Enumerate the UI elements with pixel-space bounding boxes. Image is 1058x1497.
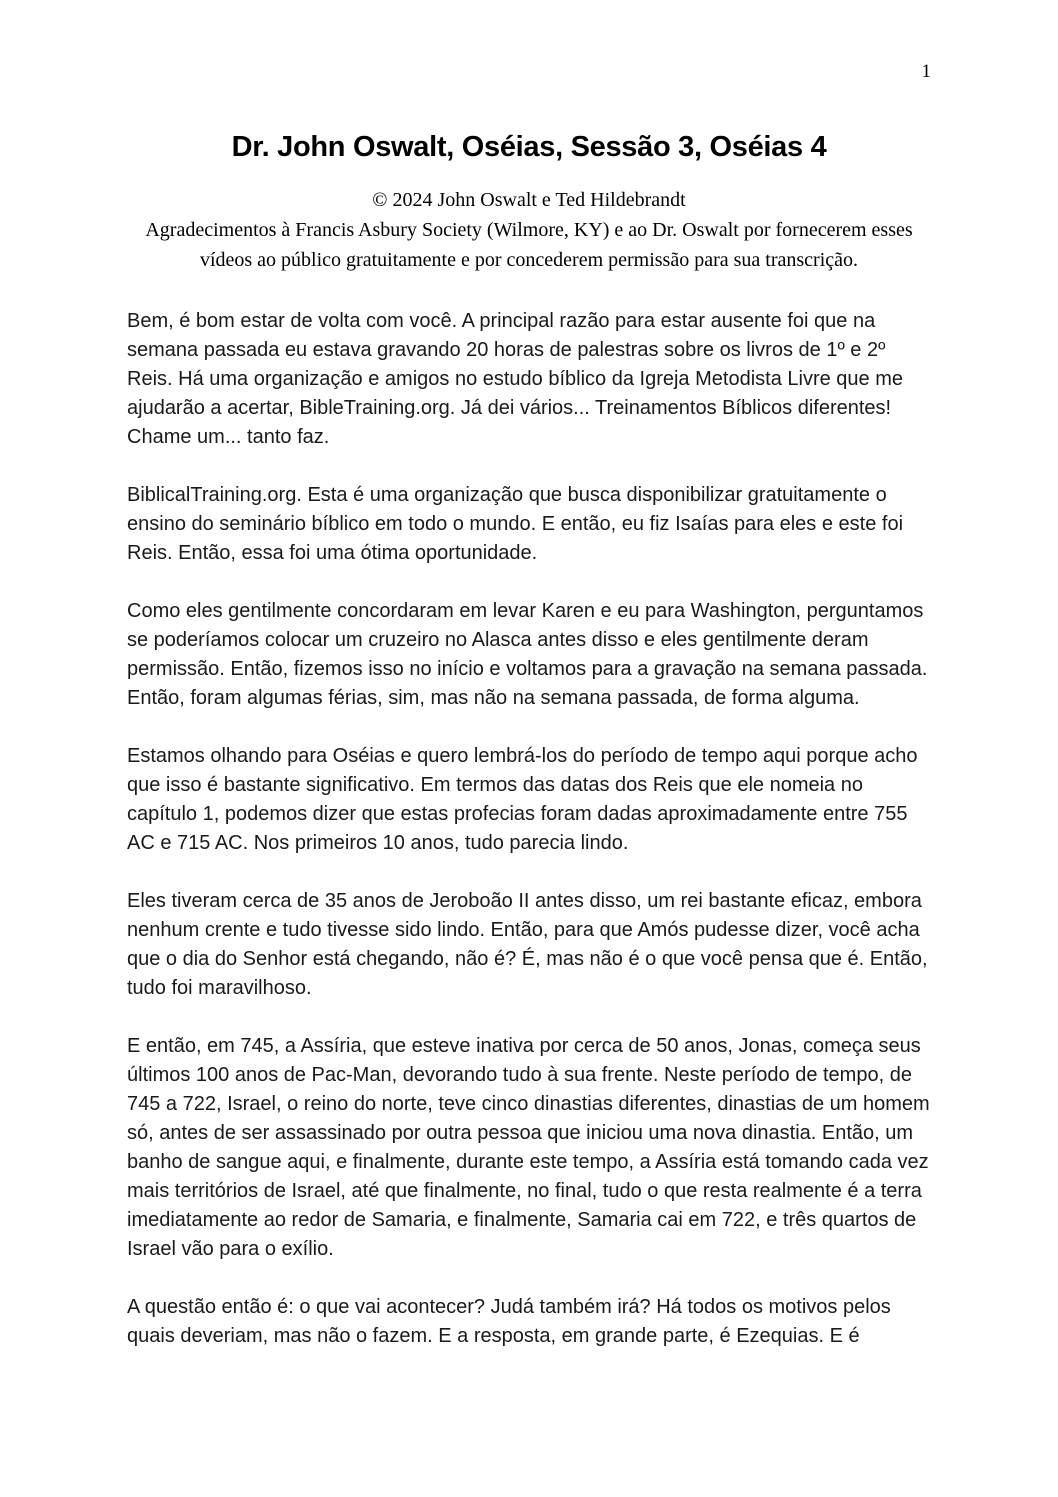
- transcript-body: [127, 307, 931, 1351]
- paragraph: Eles tiveram cerca de 35 anos de Jeroboão II antes disso, um rei bastante eficaz, embora nenhum crente e tudo tivesse sido lindo. Então, para que Amós pudesse dizer, você acha que o dia do Senhor está chegando, não é? É, mas não é o que você pensa que é. Então, tudo foi maravilhoso.: [127, 890, 928, 1000]
- page-content: [127, 0, 931, 1380]
- paragraph: Estamos olhando para Oséias e quero lembrá-los do período de tempo aqui porque acho que isso é bastante significativo. Em termos das datas dos Reis que ele nomeia no capítulo 1, podemos dizer que estas profecias foram dadas aproximadamente entre 755 AC e 715 AC. Nos primeiros 10 anos, tudo parecia lindo.: [127, 745, 918, 855]
- paragraph: BiblicalTraining.org. Esta é uma organização que busca disponibilizar gratuitamente o ensino do seminário bíblico em todo o mundo. E então, eu fiz Isaías para eles e este foi Reis. Então, essa foi uma ótima oportunidade.: [127, 484, 904, 565]
- paragraph: Como eles gentilmente concordaram em levar Karen e eu para Washington, perguntamos se poderíamos colocar um cruzeiro no Alasca antes disso e eles gentilmente deram permissão. Então, fizemos isso no início e voltamos para a gravação na semana passada. Então, foram algumas férias, sim, mas não na semana passada, de forma alguma.: [127, 600, 928, 710]
- copyright-line: © 2024 John Oswalt e Ted Hildebrandt: [372, 189, 686, 212]
- acknowledgment-text: Agradecimentos à Francis Asbury Society (Wilmore, KY) e ao Dr. Oswalt por fornecerem esses vídeos ao público gratuitamente e por concederem permissão para sua transcrição.: [145, 219, 913, 272]
- paragraph: E então, em 745, a Assíria, que esteve inativa por cerca de 50 anos, Jonas, começa seus últimos 100 anos de Pac-Man, devorando tudo à sua frente. Neste período de tempo, de 745 a 722, Israel, o reino do norte, teve cinco dinastias diferentes, dinastias de um homem só, antes de ser assassinado por outra pessoa que iniciou uma nova dinastia. Então, um banho de sangue aqui, e finalmente, durante este tempo, a Assíria está tomando cada vez mais territórios de Israel, até que finalmente, no final, tudo o que resta realmente é a terra imediatamente ao redor de Samaria, e finalmente, Samaria cai em 722, e três quartos de Israel vão para o exílio.: [127, 1035, 930, 1261]
- paragraph: A questão então é: o que vai acontecer? Judá também irá? Há todos os motivos pelos quais deveriam, mas não o fazem. E a resposta, em grande parte, é Ezequias. E é: [127, 1296, 891, 1348]
- document-title: Dr. John Oswalt, Oséias, Sessão 3, Oséias 4: [231, 131, 827, 163]
- paragraph: Bem, é bom estar de volta com você. A principal razão para estar ausente foi que na semana passada eu estava gravando 20 horas de palestras sobre os livros de 1º e 2º Reis. Há uma organização e amigos no estudo bíblico da Igreja Metodista Livre que me ajudarão a acertar, BibleTraining.org. Já dei vários... Treinamentos Bíblicos diferentes! Chame um... tanto faz.: [127, 310, 903, 449]
- page-number: 1: [921, 61, 931, 82]
